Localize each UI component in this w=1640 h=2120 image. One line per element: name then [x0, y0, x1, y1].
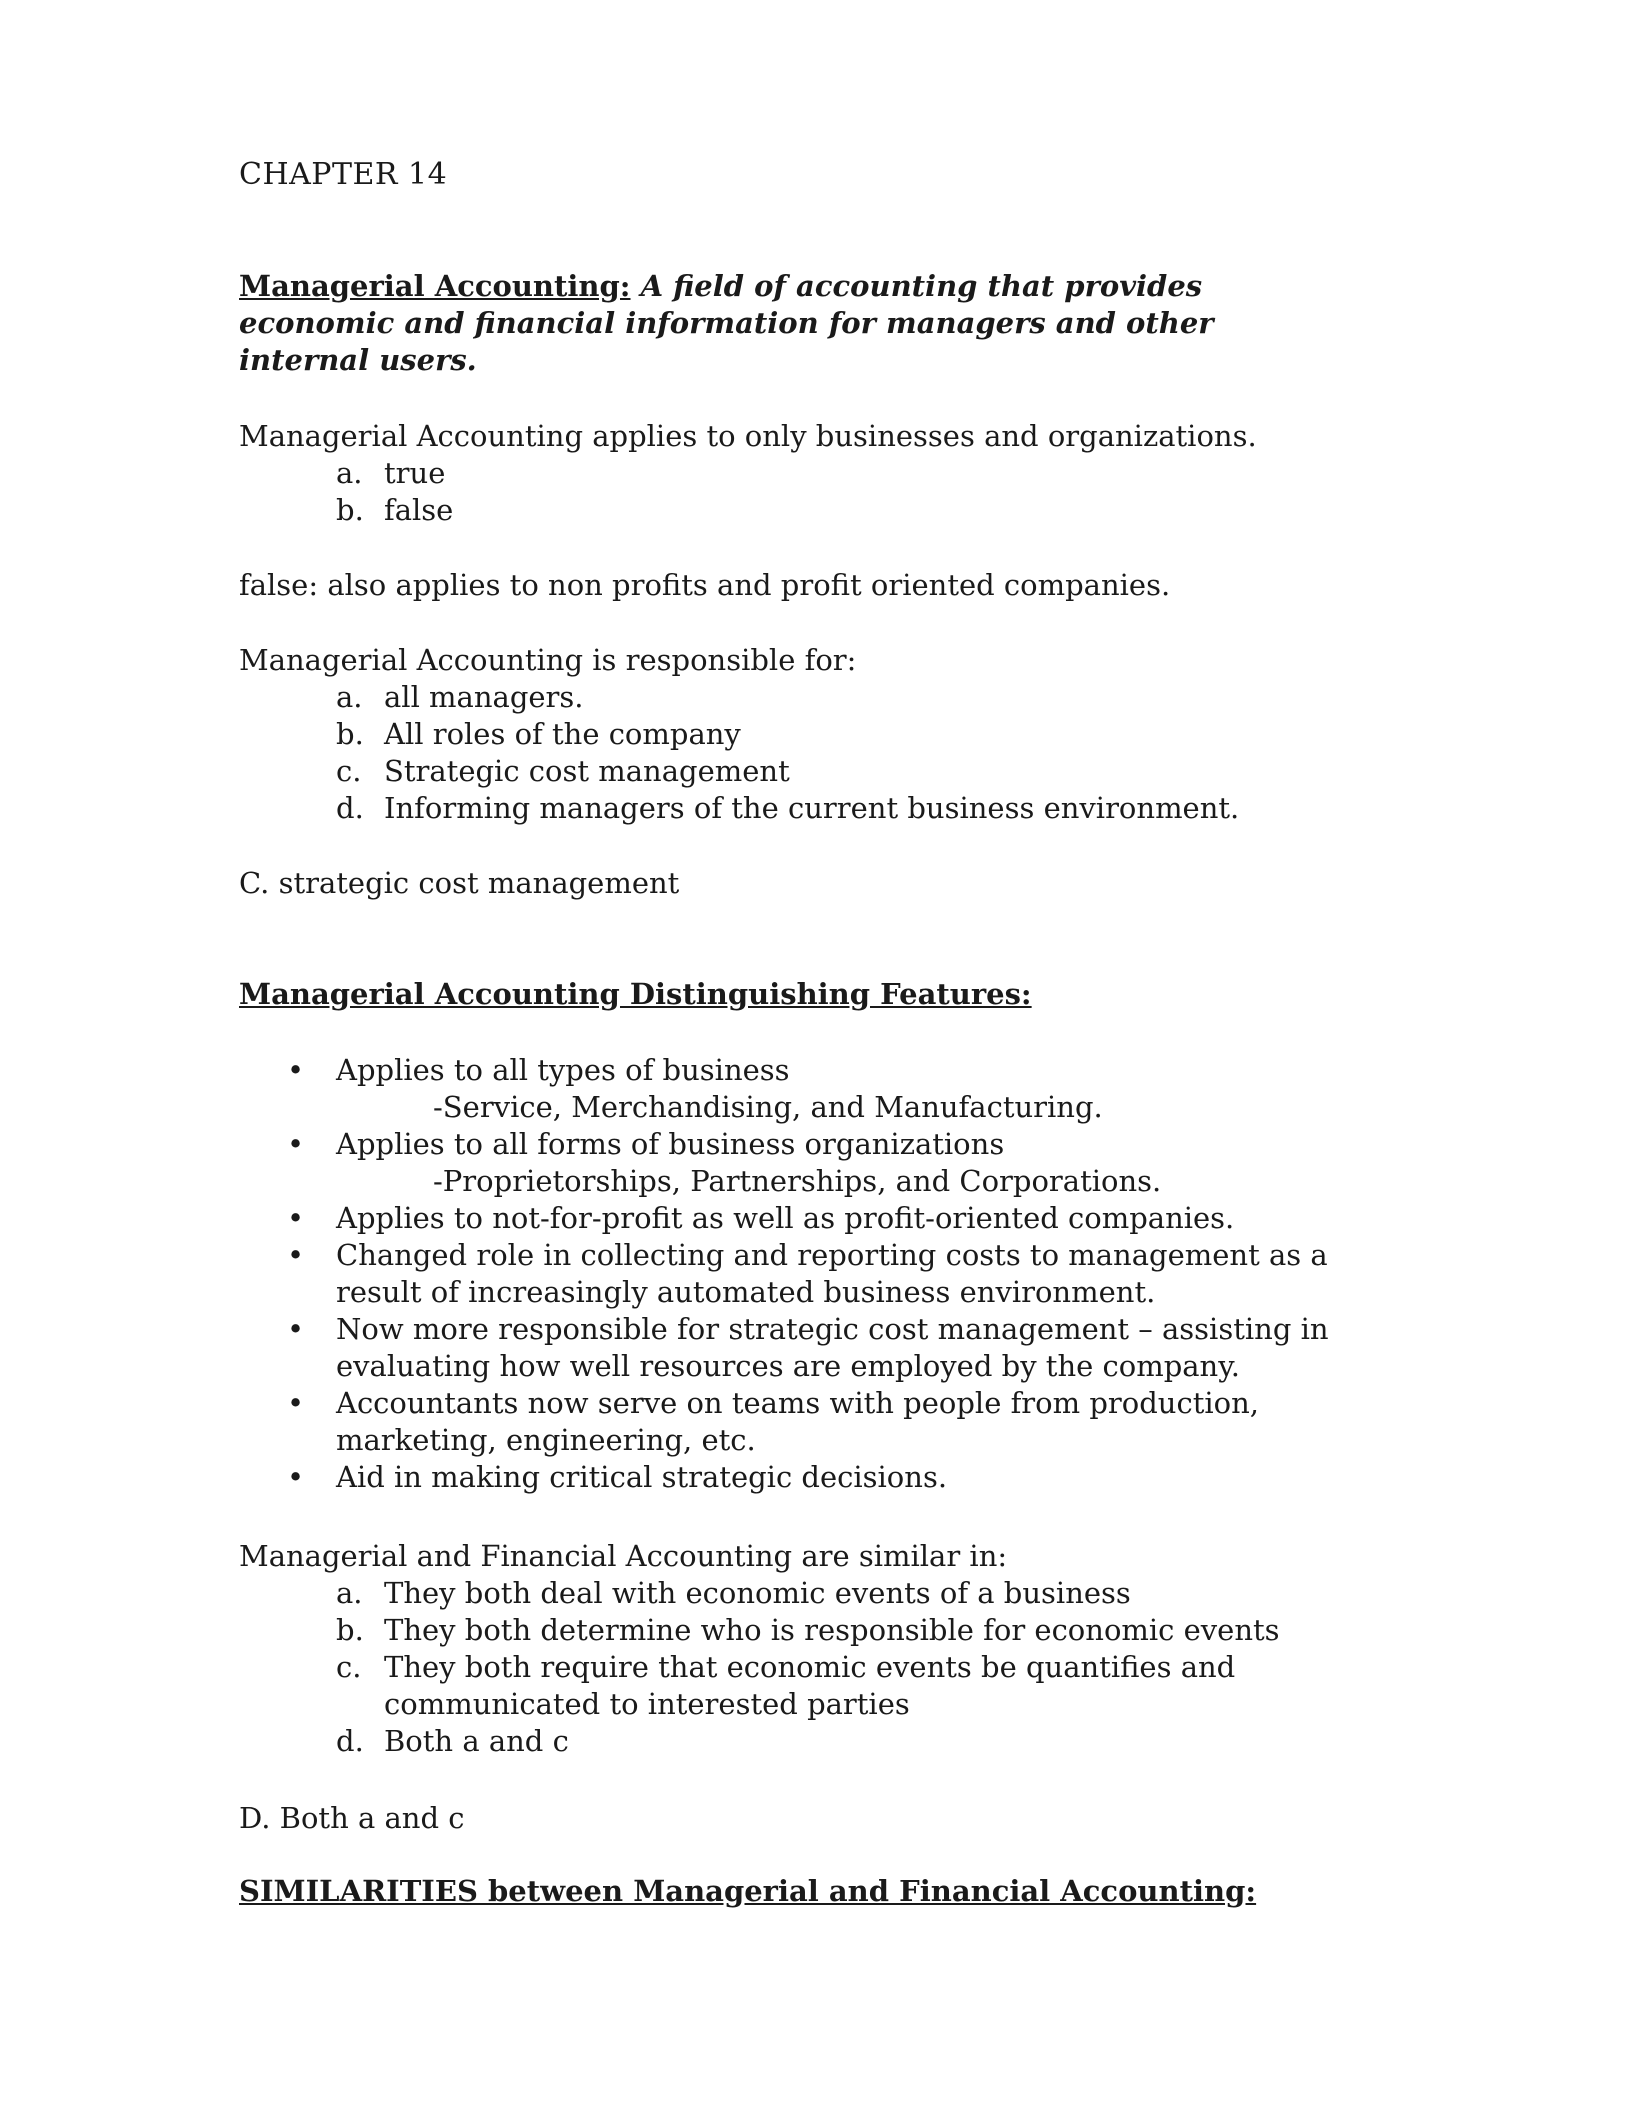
feature-text: Applies to all forms of business organizations: [336, 1127, 1005, 1161]
question-1: [239, 418, 1419, 529]
question-3-options: [239, 1575, 1419, 1760]
list-item: [239, 1126, 1379, 1200]
definition: [239, 268, 1339, 379]
feature-text: Applies to not-for-profit as well as profit-oriented companies.: [336, 1201, 1235, 1235]
option-letter: a.: [336, 1576, 363, 1610]
list-item: [239, 1200, 1379, 1237]
option-text: They both require that economic events be quantifies and communicated to interested parties: [384, 1650, 1236, 1721]
option-text: Strategic cost management: [384, 754, 790, 788]
option-item: [239, 1612, 1419, 1649]
bullet-icon: •: [287, 1312, 305, 1346]
option-text: all managers.: [384, 680, 584, 714]
option-letter: d.: [336, 1724, 364, 1758]
option-letter: a.: [336, 456, 363, 490]
option-item: [239, 753, 1419, 790]
bullet-icon: •: [287, 1053, 305, 1087]
list-item: [239, 1311, 1379, 1385]
option-letter: d.: [336, 791, 364, 825]
option-text: They both deal with economic events of a business: [384, 1576, 1131, 1610]
definition-text: A field of accounting that provides economic and financial information for managers and other internal users.: [239, 269, 1214, 377]
question-2: [239, 642, 1419, 827]
feature-subtext: -Service, Merchandising, and Manufacturing.: [433, 1090, 1103, 1124]
feature-subtext: -Proprietorships, Partnerships, and Corporations.: [433, 1164, 1162, 1198]
option-item: [239, 1649, 1419, 1723]
feature-text: Changed role in collecting and reporting costs to management as a result of increasingly automated business environment.: [336, 1238, 1328, 1309]
bullet-icon: •: [287, 1127, 305, 1161]
option-letter: c.: [336, 1650, 362, 1684]
option-item: [239, 1575, 1419, 1612]
bullet-icon: •: [287, 1386, 305, 1420]
question-2-answer: C. strategic cost management: [239, 866, 680, 900]
option-item: [239, 455, 1419, 492]
option-item: [239, 716, 1419, 753]
list-item: [239, 1052, 1379, 1126]
option-text: All roles of the company: [384, 717, 741, 751]
features-heading: Managerial Accounting Distinguishing Features:: [239, 977, 1032, 1011]
bullet-icon: •: [287, 1238, 305, 1272]
list-item: [239, 1237, 1379, 1311]
option-item: [239, 790, 1419, 827]
definition-term: Managerial Accounting:: [239, 269, 631, 303]
feature-text: Applies to all types of business: [336, 1053, 790, 1087]
option-letter: b.: [336, 1613, 364, 1647]
feature-text: Now more responsible for strategic cost management – assisting in evaluating how well resources are employed by the company.: [336, 1312, 1329, 1383]
question-2-text: Managerial Accounting is responsible for:: [239, 643, 857, 677]
question-3-answer: D. Both a and c: [239, 1801, 465, 1835]
feature-text: Aid in making critical strategic decisions.: [336, 1460, 948, 1494]
option-text: false: [384, 493, 454, 527]
option-text: true: [384, 456, 446, 490]
question-1-text: Managerial Accounting applies to only businesses and organizations.: [239, 419, 1257, 453]
option-letter: a.: [336, 680, 363, 714]
option-text: Both a and c: [384, 1724, 569, 1758]
option-item: [239, 1723, 1419, 1760]
question-1-answer: false: also applies to non profits and profit oriented companies.: [239, 568, 1171, 602]
list-item: [239, 1385, 1379, 1459]
question-3-text: Managerial and Financial Accounting are similar in:: [239, 1539, 1008, 1573]
question-2-options: [239, 679, 1419, 827]
list-item: [239, 1459, 1379, 1496]
bullet-icon: •: [287, 1201, 305, 1235]
bullet-icon: •: [287, 1460, 305, 1494]
option-letter: b.: [336, 717, 364, 751]
question-3: [239, 1538, 1419, 1760]
similarities-heading: SIMILARITIES between Managerial and Financial Accounting:: [239, 1874, 1257, 1908]
option-item: [239, 492, 1419, 529]
option-letter: c.: [336, 754, 362, 788]
option-letter: b.: [336, 493, 364, 527]
question-1-options: [239, 455, 1419, 529]
option-text: Informing managers of the current business environment.: [384, 791, 1240, 825]
option-item: [239, 679, 1419, 716]
chapter-title: CHAPTER 14: [239, 157, 448, 192]
features-list: [239, 1052, 1379, 1496]
option-text: They both determine who is responsible for economic events: [384, 1613, 1280, 1647]
feature-text: Accountants now serve on teams with people from production, marketing, engineering, etc.: [336, 1386, 1260, 1457]
